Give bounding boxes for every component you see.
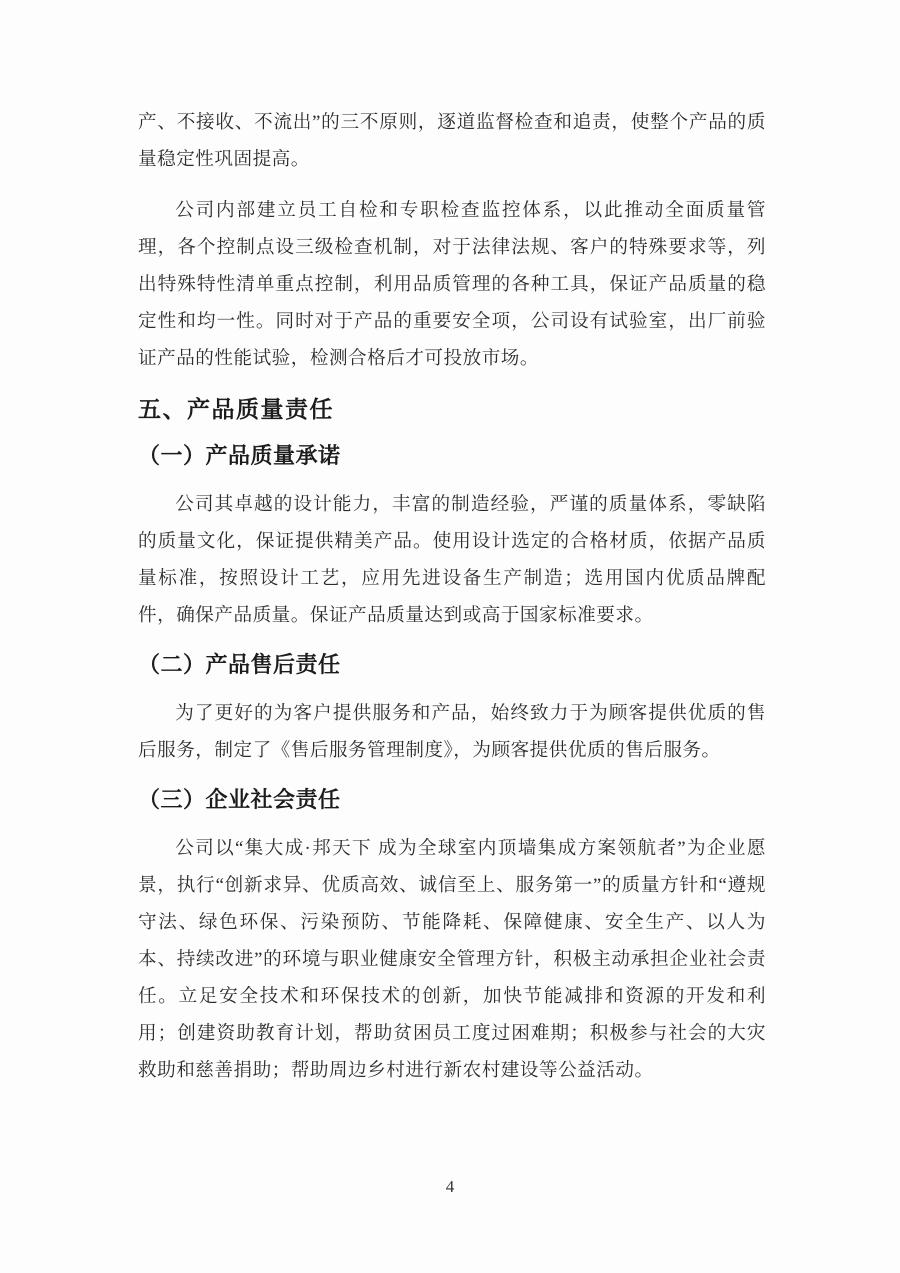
- subsection-heading-after-sales: （二）产品售后责任: [138, 652, 341, 677]
- page-number: 4: [445, 1177, 455, 1196]
- subsection-heading-quality-promise: （一）产品质量承诺: [138, 443, 341, 468]
- page-content: [138, 104, 766, 1103]
- paragraph-social-responsibility: 公司以“集大成·邦天下 成为全球室内顶墙集成方案领航者”为企业愿景，执行“创新求异、优质高效、诚信至上、服务第一”的质量方针和“遵规守法、绿色环保、污染预防、节能降耗、保障健康、安全生产、以人为本、持续改进”的环境与职业健康安全管理方针，积极主动承担企业社会责任。立足安全技术和环保技术的创新，加快节能减排和资源的开发和利用；创建资助教育计划，帮助贫困员工度过困难期；积极参与社会的大灾救助和慈善捐助；帮助周边乡村进行新农村建设等公益活动。: [138, 838, 766, 1081]
- paragraph-carryover: 产、不接收、不流出”的三不原则，逐道监督检查和追责，使整个产品的质量稳定性巩固提高。: [138, 112, 766, 170]
- paragraph-inspection-system: 公司内部建立员工自检和专职检查监控体系，以此推动全面质量管理，各个控制点设三级检查机制，对于法律法规、客户的特殊要求等，列出特殊特性清单重点控制，利用品质管理的各种工具，保证产品质量的稳定性和均一性。同时对于产品的重要安全项，公司设有试验室，出厂前验证产品的性能试验，检测合格后才可投放市场。: [138, 200, 766, 369]
- subsection-heading-social-responsibility: （三）企业社会责任: [138, 787, 341, 812]
- section-heading-product-quality-responsibility: 五、产品质量责任: [138, 397, 334, 422]
- paragraph-after-sales: 为了更好的为客户提供服务和产品，始终致力于为顾客提供优质的售后服务，制定了《售后服务管理制度》，为顾客提供优质的售后服务。: [138, 703, 766, 761]
- paragraph-quality-promise: 公司其卓越的设计能力，丰富的制造经验，严谨的质量体系，零缺陷的质量文化，保证提供精美产品。使用设计选定的合格材质，依据产品质量标准，按照设计工艺，应用先进设备生产制造；选用国内优质品牌配件，确保产品质量。保证产品质量达到或高于国家标准要求。: [138, 494, 766, 626]
